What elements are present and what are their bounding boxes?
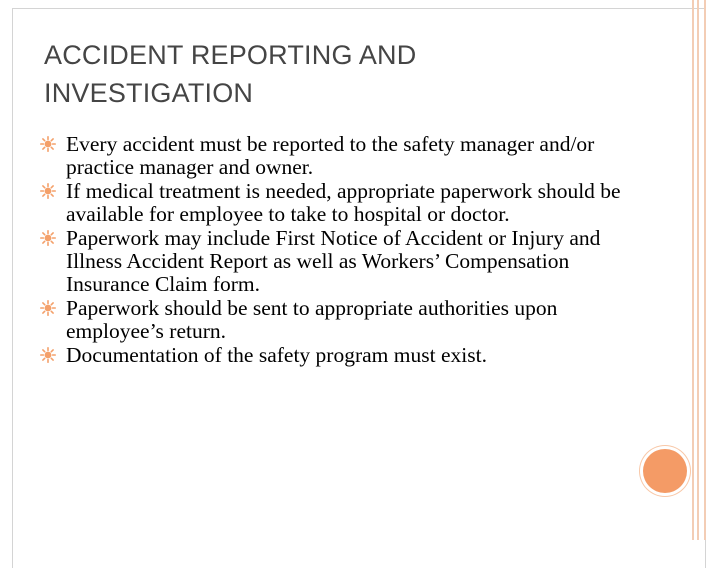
decorative-circle [643, 449, 687, 493]
list-item [40, 133, 630, 179]
list-item [40, 227, 630, 296]
bullet-text: Documentation of the safety program must exist. [66, 343, 487, 367]
sun-bullet-icon [40, 183, 56, 199]
list-item [40, 180, 630, 226]
sun-bullet-icon [40, 347, 56, 363]
decorative-stripe [697, 0, 699, 540]
sun-bullet-icon [40, 230, 56, 246]
bullet-text: Paperwork may include First Notice of Accident or Injury and Illness Accident Report as well as Workers’ Compensation Insurance Claim form. [66, 226, 601, 296]
bullet-text: Paperwork should be sent to appropriate authorities upon employee’s return. [66, 296, 558, 343]
bullet-text: Every accident must be reported to the safety manager and/or practice manager and owner. [66, 132, 595, 179]
slide-title: ACCIDENT REPORTING AND INVESTIGATION [44, 40, 417, 108]
sun-bullet-icon [40, 300, 56, 316]
decorative-stripe [692, 0, 694, 540]
bullet-list [40, 133, 630, 368]
decorative-stripe [704, 0, 706, 540]
bullet-text: If medical treatment is needed, appropriate paperwork should be available for employee to take to hospital or doctor. [66, 179, 621, 226]
list-item [40, 344, 630, 367]
sun-bullet-icon [40, 136, 56, 152]
list-item [40, 297, 630, 343]
